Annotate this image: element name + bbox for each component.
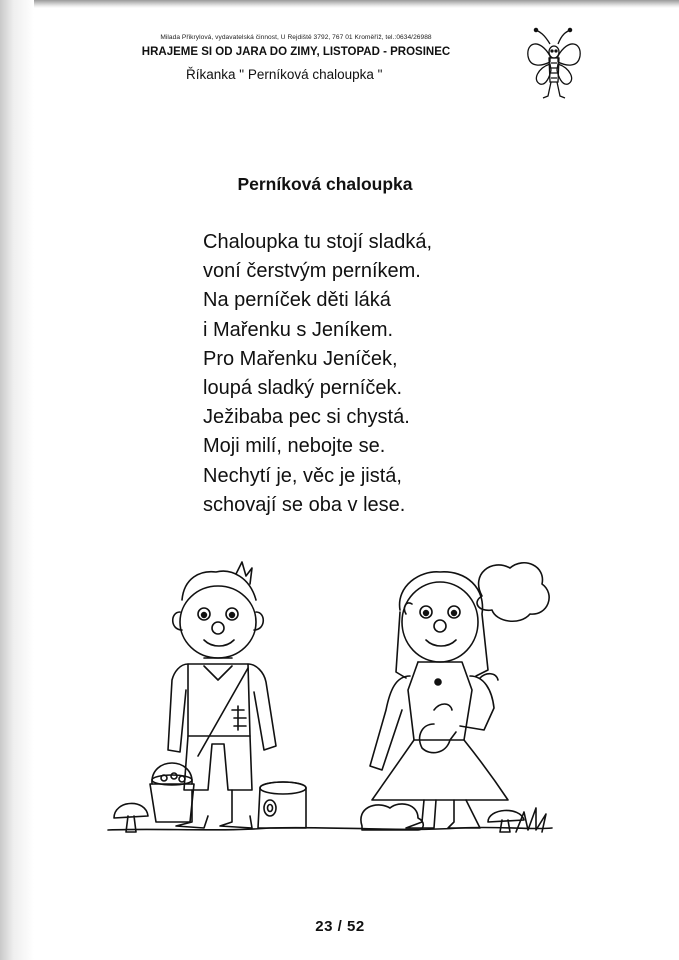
- page-current: 23: [315, 918, 333, 935]
- worksheet-subtitle: Říkanka " Perníková chaloupka ": [186, 67, 383, 82]
- poem-line: Ježibaba pec si chystá.: [203, 406, 410, 429]
- scan-shadow-top: [0, 0, 679, 8]
- butterfly-icon: [522, 26, 586, 106]
- thought-cloud: [477, 563, 549, 621]
- poem-line: Moji milí, nebojte se.: [203, 435, 386, 458]
- series-title: HRAJEME SI OD JARA DO ZIMY, LISTOPAD - PROSINEC: [141, 46, 451, 58]
- hansel-figure: [150, 562, 276, 828]
- poem-body: [203, 228, 432, 520]
- poem-line: Na perníček děti láká: [203, 289, 391, 312]
- poem-title: Perníková chaloupka: [237, 174, 413, 194]
- page-separator: /: [337, 918, 347, 935]
- poem-line: schovají se oba v lese.: [203, 493, 406, 516]
- publisher-line: Milada Přikrylová, vydavatelská činnost, U Rejdiště 3792, 767 01 Kroměříž, tel.:0634/26988: [160, 34, 432, 41]
- mushroom-left: [114, 803, 148, 832]
- poem-line: i Mařenku s Jeníkem.: [203, 318, 394, 341]
- poem-line: Nechytí je, věc je jistá,: [203, 464, 402, 487]
- page-header: [96, 34, 496, 58]
- scan-shadow-left: [0, 0, 34, 960]
- ground-line: [108, 827, 552, 830]
- page-total: 52: [347, 918, 365, 935]
- poem-line: loupá sladký perníček.: [203, 377, 403, 400]
- page-number: [270, 918, 410, 935]
- bush-right: [361, 804, 423, 830]
- hansel-and-gretel-illustration: [100, 560, 560, 870]
- poem-line: Chaloupka tu stojí sladká,: [203, 231, 433, 253]
- poem-line: voní čerstvým perníkem.: [203, 260, 421, 283]
- gretel-figure: [370, 563, 549, 828]
- poem-line: Pro Mařenku Jeníček,: [203, 347, 398, 370]
